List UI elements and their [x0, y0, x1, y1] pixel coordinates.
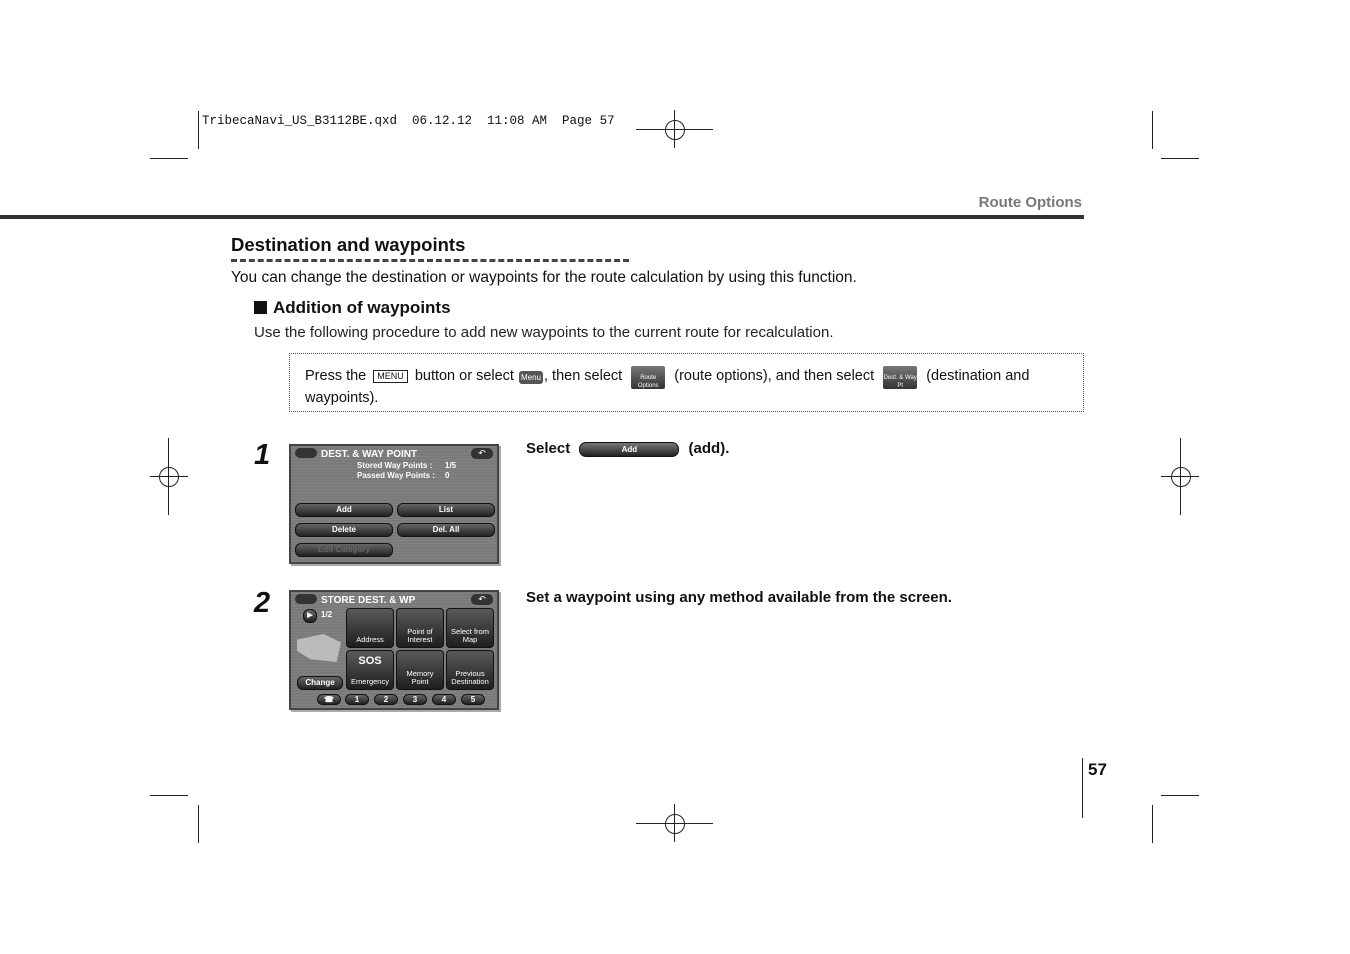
stored-label: Stored Way Points : [357, 461, 433, 470]
home-icon [295, 594, 317, 604]
stored-value: 1/5 [445, 461, 457, 470]
tile-label: Previous Destination [451, 669, 489, 686]
page-number-rule [1082, 758, 1083, 818]
crop-mark [1161, 795, 1199, 796]
page-number: 57 [1088, 760, 1107, 779]
instruction-box [289, 353, 1084, 412]
add-button[interactable]: Add [295, 503, 393, 517]
sos-label: SOS [358, 655, 382, 667]
registration-line [168, 438, 169, 515]
title-underline [231, 259, 629, 262]
instruction-part: button or select [414, 368, 514, 384]
back-icon: ↶ [471, 448, 493, 459]
registration-line [674, 804, 675, 842]
step-1-text [526, 440, 729, 457]
memory-point-tile[interactable] [396, 650, 444, 690]
subsection-title-text: Addition of waypoints [273, 298, 451, 317]
route-options-icon [631, 366, 665, 389]
destination-waypoints-icon-label: Dest. & Way Pt [883, 375, 917, 389]
page-title: Destination and waypoints [231, 234, 466, 255]
screen-title: STORE DEST. & WP [321, 595, 416, 606]
instruction-part: (route options), and then select [674, 368, 875, 384]
instruction-part: (destination and waypoints). [305, 368, 1030, 406]
list-button[interactable]: List [397, 503, 495, 517]
tile-label: Emergency [351, 677, 389, 686]
square-bullet-icon [254, 301, 267, 314]
registration-mark-icon [665, 120, 685, 140]
route-options-icon-label: Route Options [637, 375, 659, 389]
crop-mark [150, 158, 188, 159]
memory-4-button[interactable]: 4 [432, 694, 456, 705]
menu-key-icon: MENU [373, 370, 408, 383]
add-button-icon: Add [579, 442, 679, 457]
page-indicator: 1/2 [321, 610, 333, 619]
screen-title: DEST. & WAY POINT [321, 449, 418, 460]
instruction-part: Press the [305, 368, 367, 384]
registration-line [674, 110, 675, 148]
section-header: Route Options [978, 194, 1082, 211]
tile-label: Point of Interest [407, 627, 433, 644]
tile-label: Address [356, 635, 384, 644]
instruction-text [305, 366, 1075, 408]
memory-3-button[interactable]: 3 [403, 694, 427, 705]
intro-text: You can change the destination or waypoints for the route calculation by using this function. [231, 269, 857, 286]
home-icon [295, 448, 317, 458]
select-from-map-tile[interactable] [446, 608, 494, 648]
memory-5-button[interactable]: 5 [461, 694, 485, 705]
destination-waypoints-icon [883, 366, 917, 389]
registration-line [150, 476, 188, 477]
step-2-text: Set a waypoint using any method available from the screen. [526, 589, 952, 606]
subsection-title [254, 298, 451, 318]
dest-waypoint-screen [289, 444, 499, 564]
step-number: 2 [254, 587, 271, 619]
edit-category-button[interactable]: Edit Category [295, 543, 393, 557]
change-button[interactable]: Change [297, 676, 343, 690]
registration-mark-icon [159, 467, 179, 487]
registration-mark-icon [1171, 467, 1191, 487]
next-page-icon[interactable]: ▶ [303, 609, 317, 623]
emergency-tile[interactable] [346, 650, 394, 690]
passed-label: Passed Way Points : [357, 471, 435, 480]
crop-mark [150, 795, 188, 796]
subsection-description: Use the following procedure to add new waypoints to the current route for recalculation. [254, 324, 834, 341]
us-map-icon [297, 634, 341, 662]
step-number: 1 [254, 439, 271, 471]
address-tile[interactable] [346, 608, 394, 648]
tile-label: Select from Map [451, 627, 489, 644]
instruction-part: , then select [544, 368, 623, 384]
menu-button-icon: Menu [520, 373, 541, 382]
header-rule [0, 215, 1084, 219]
step-1-prefix: Select [526, 440, 571, 457]
crop-mark [1161, 158, 1199, 159]
memory-1-button[interactable]: 1 [345, 694, 369, 705]
registration-line [1180, 438, 1181, 515]
tile-label: Memory Point [406, 669, 434, 686]
delete-button[interactable]: Delete [295, 523, 393, 537]
step-1-suffix: (add). [688, 440, 730, 457]
passed-value: 0 [445, 471, 450, 480]
previous-destination-tile[interactable] [446, 650, 494, 690]
memory-2-button[interactable]: 2 [374, 694, 398, 705]
crop-mark [198, 111, 199, 149]
delete-all-button[interactable]: Del. All [397, 523, 495, 537]
phone-icon[interactable]: ☎ [317, 694, 341, 705]
print-slug: TribecaNavi_US_B3112BE.qxd 06.12.12 11:08 AM Page 57 [202, 114, 615, 128]
registration-mark-icon [665, 814, 685, 834]
store-dest-screen [289, 590, 499, 710]
point-of-interest-tile[interactable] [396, 608, 444, 648]
back-icon: ↶ [471, 594, 493, 605]
crop-mark [1152, 111, 1153, 149]
crop-mark [1152, 805, 1153, 843]
crop-mark [198, 805, 199, 843]
